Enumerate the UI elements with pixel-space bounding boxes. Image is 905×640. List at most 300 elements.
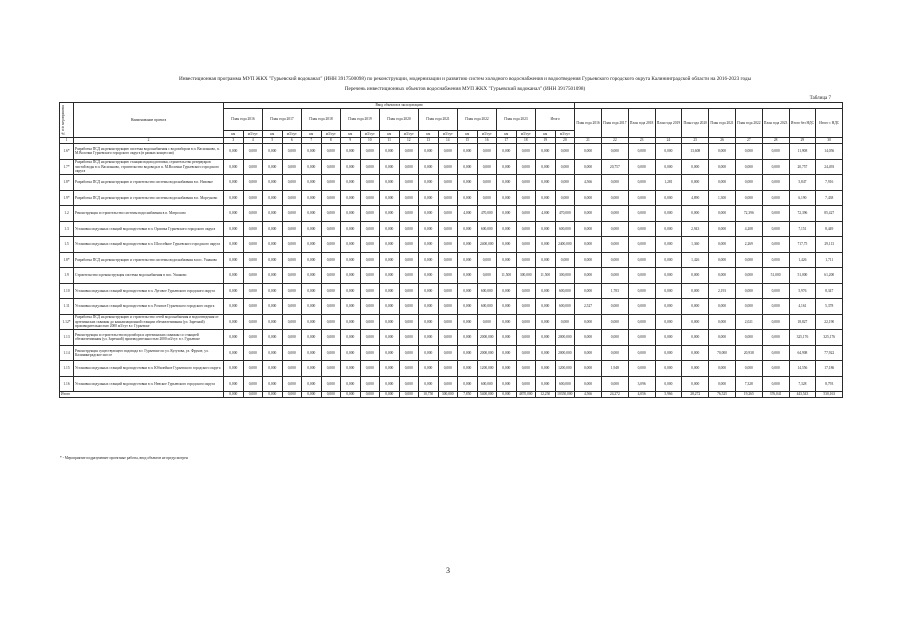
- row-km: 0,000: [497, 345, 517, 361]
- row-km: 0,000: [458, 299, 478, 315]
- row-fin: 8,347: [816, 283, 843, 299]
- table-row: [60, 144, 843, 160]
- row-m3: 0,000: [321, 237, 341, 253]
- column-number: 12: [399, 138, 419, 144]
- row-m3: 0,000: [360, 361, 380, 377]
- row-fin: 0,000: [655, 361, 682, 377]
- row-km: 0,000: [341, 268, 361, 284]
- header-fin-year: План года 2021: [709, 109, 736, 138]
- total-row: [60, 392, 843, 398]
- row-fin: 4,161: [789, 299, 816, 315]
- row-m3: 0,000: [360, 144, 380, 160]
- row-fin: 0,000: [735, 283, 762, 299]
- header-m3: м3/сут: [555, 131, 575, 138]
- header-km: км: [497, 131, 517, 138]
- row-km: 0,000: [497, 190, 517, 206]
- row-m3: 600,000: [555, 283, 575, 299]
- row-fin: 6,190: [789, 190, 816, 206]
- row-fin: 0,000: [762, 221, 789, 237]
- row-fin: 0,000: [682, 283, 709, 299]
- total-m3: 0,000: [243, 392, 263, 398]
- total-m3: 0,000: [282, 392, 302, 398]
- total-fin: 376,041: [762, 392, 789, 398]
- row-m3: 0,000: [321, 299, 341, 315]
- row-no: 1.8*: [60, 175, 74, 191]
- column-number: 22: [601, 138, 628, 144]
- row-fin: 0,000: [709, 252, 736, 268]
- row-fin: 0,000: [735, 159, 762, 175]
- row-m3: 0,000: [516, 221, 536, 237]
- table-row: [60, 314, 843, 330]
- table-row: [60, 190, 843, 206]
- row-m3: 0,000: [516, 237, 536, 253]
- row-m3: 0,000: [321, 361, 341, 377]
- row-name: Строительство и реконструкция системы водоснабжения в пос. Ушаково: [74, 268, 224, 284]
- row-m3: 0,000: [282, 283, 302, 299]
- row-fin: 8,449: [816, 221, 843, 237]
- row-m3: 0,000: [282, 376, 302, 392]
- row-km: 0,000: [224, 237, 244, 253]
- total-km: 12,250: [536, 392, 556, 398]
- row-km: 0,000: [419, 314, 439, 330]
- row-no: 1.9: [60, 268, 74, 284]
- header-fin-year: План года 2023: [762, 109, 789, 138]
- column-number: 6: [282, 138, 302, 144]
- row-fin: 0,000: [762, 299, 789, 315]
- row-fin: 0,000: [628, 268, 655, 284]
- column-number: 24: [655, 138, 682, 144]
- row-name: Реконструкция существующего водовода в г. Гурьевске по ул. Кутузова, ул. Фрунзе, ул. Калининградское шоссе: [74, 345, 224, 361]
- row-km: 0,000: [380, 361, 400, 377]
- row-km: 0,000: [380, 237, 400, 253]
- row-fin: 0,000: [628, 299, 655, 315]
- table-row: [60, 299, 843, 315]
- row-fin: 0,000: [762, 252, 789, 268]
- row-m3: 470,000: [555, 206, 575, 222]
- row-fin: 20,938: [735, 345, 762, 361]
- row-km: 0,000: [380, 345, 400, 361]
- row-km: 0,000: [263, 206, 283, 222]
- total-m3: 10350,000: [555, 392, 575, 398]
- row-fin: 0,000: [575, 361, 602, 377]
- header-km: км: [419, 131, 439, 138]
- row-fin: 0,000: [762, 159, 789, 175]
- header-year: План года 2019: [341, 109, 380, 131]
- row-m3: 0,000: [282, 330, 302, 346]
- row-km: 0,000: [419, 361, 439, 377]
- column-number: 18: [516, 138, 536, 144]
- total-km: 0,000: [302, 392, 322, 398]
- row-m3: 0,000: [477, 190, 497, 206]
- row-m3: 0,000: [282, 221, 302, 237]
- row-m3: 0,000: [516, 376, 536, 392]
- row-fin: 0,000: [601, 237, 628, 253]
- total-fin: 19,265: [735, 392, 762, 398]
- row-fin: 0,000: [628, 144, 655, 160]
- row-fin: 0,000: [762, 361, 789, 377]
- row-m3: 600,000: [477, 376, 497, 392]
- row-fin: 0,000: [762, 345, 789, 361]
- row-fin: 0,000: [628, 159, 655, 175]
- row-fin: 717,75: [789, 237, 816, 253]
- row-fin: 0,000: [628, 283, 655, 299]
- row-fin: 1,281: [655, 175, 682, 191]
- row-m3: 0,000: [399, 237, 419, 253]
- row-km: 0,000: [302, 175, 322, 191]
- row-fin: 0,000: [682, 206, 709, 222]
- row-fin: 0,000: [682, 345, 709, 361]
- row-m3: 0,000: [243, 237, 263, 253]
- row-fin: 0,000: [709, 330, 736, 346]
- header-no: [60, 103, 74, 138]
- header-m3: м3/сут: [516, 131, 536, 138]
- row-km: 0,000: [302, 221, 322, 237]
- row-m3: 1200,000: [555, 361, 575, 377]
- row-fin: 0,000: [655, 159, 682, 175]
- row-fin: 0,000: [709, 376, 736, 392]
- row-name: Установка модульных станций водоподготовки в п. Шоссейное Гурьевского городского округа: [74, 237, 224, 253]
- total-km: 7,850: [458, 392, 478, 398]
- row-km: 0,000: [263, 361, 283, 377]
- row-no: 1.13: [60, 330, 74, 346]
- row-fin: 24,493: [816, 159, 843, 175]
- row-km: 0,000: [419, 175, 439, 191]
- row-km: 0,000: [224, 361, 244, 377]
- total-fin: 76,525: [709, 392, 736, 398]
- column-number: 27: [735, 138, 762, 144]
- row-m3: 0,000: [321, 144, 341, 160]
- row-m3: 0,000: [360, 237, 380, 253]
- row-km: 0,000: [419, 299, 439, 315]
- row-km: 0,000: [458, 159, 478, 175]
- row-fin: 1,426: [682, 252, 709, 268]
- row-m3: 0,000: [399, 159, 419, 175]
- table-row: [60, 268, 843, 284]
- row-fin: 0,000: [575, 190, 602, 206]
- row-no: 1.5: [60, 237, 74, 253]
- row-m3: 0,000: [555, 252, 575, 268]
- row-fin: 0,000: [735, 190, 762, 206]
- row-km: 0,000: [302, 206, 322, 222]
- row-fin: 1,783: [601, 283, 628, 299]
- row-km: 0,000: [302, 268, 322, 284]
- header-m3: м3/сут: [399, 131, 419, 138]
- row-km: 0,000: [458, 190, 478, 206]
- row-km: 0,000: [536, 159, 556, 175]
- row-km: 0,000: [458, 144, 478, 160]
- total-fin: 28,272: [682, 392, 709, 398]
- row-fin: 0,000: [762, 237, 789, 253]
- row-name: Реконструкция и строительство водозабора и артезианских скважин со станцией обезжелезивания (ул. Заречной) производительностью 2000 м3/сут. в г. Гурьевске: [74, 330, 224, 346]
- row-no: 1.14: [60, 345, 74, 361]
- row-km: 0,000: [263, 376, 283, 392]
- row-m3: 2400,000: [555, 237, 575, 253]
- row-km: 0,000: [224, 159, 244, 175]
- row-km: 0,000: [536, 299, 556, 315]
- header-year: План года 2016: [224, 109, 263, 131]
- row-km: 0,000: [302, 283, 322, 299]
- row-fin: 0,000: [601, 190, 628, 206]
- header-m3: м3/сут: [243, 131, 263, 138]
- row-m3: 0,000: [516, 330, 536, 346]
- row-km: 0,000: [263, 144, 283, 160]
- row-fin: 0,000: [628, 190, 655, 206]
- row-km: 0,000: [380, 376, 400, 392]
- row-m3: 0,000: [516, 206, 536, 222]
- row-fin: 77,922: [816, 345, 843, 361]
- row-km: 0,000: [497, 314, 517, 330]
- row-fin: 0,000: [709, 206, 736, 222]
- row-fin: 0,000: [628, 361, 655, 377]
- row-fin: 0,000: [735, 268, 762, 284]
- row-name: Разработка ПСД на реконструкцию и строительство системы водоснабжения в п. Моргуново: [74, 190, 224, 206]
- row-km: 0,000: [263, 345, 283, 361]
- row-m3: 0,000: [516, 190, 536, 206]
- row-fin: 7,151: [789, 221, 816, 237]
- column-number: 17: [497, 138, 517, 144]
- row-m3: 0,000: [438, 221, 458, 237]
- row-km: 0,000: [302, 237, 322, 253]
- row-fin: 0,000: [575, 283, 602, 299]
- row-fin: 7,328: [789, 376, 816, 392]
- header-year: План года 2017: [263, 109, 302, 131]
- row-m3: 0,000: [243, 159, 263, 175]
- row-m3: 0,000: [321, 330, 341, 346]
- row-m3: 0,000: [360, 330, 380, 346]
- header-km: км: [458, 131, 478, 138]
- row-km: 0,000: [536, 252, 556, 268]
- row-fin: 0,000: [628, 252, 655, 268]
- row-km: 0,000: [497, 330, 517, 346]
- row-km: 0,000: [263, 221, 283, 237]
- row-fin: 0,000: [762, 283, 789, 299]
- row-fin: 0,000: [655, 330, 682, 346]
- row-km: 0,000: [536, 376, 556, 392]
- row-m3: 0,000: [438, 376, 458, 392]
- column-number: 29: [789, 138, 816, 144]
- row-km: 0,000: [380, 299, 400, 315]
- row-km: 0,000: [458, 175, 478, 191]
- row-fin: 0,000: [682, 330, 709, 346]
- row-m3: 0,000: [477, 175, 497, 191]
- row-km: 0,000: [341, 283, 361, 299]
- row-m3: 0,000: [438, 175, 458, 191]
- row-m3: 0,000: [321, 206, 341, 222]
- row-fin: 0,000: [709, 159, 736, 175]
- row-km: 0,000: [380, 268, 400, 284]
- header-km: км: [341, 131, 361, 138]
- total-fin: 443,543: [789, 392, 816, 398]
- row-km: 0,000: [302, 252, 322, 268]
- investment-table: [59, 102, 843, 398]
- row-m3: 470,000: [477, 206, 497, 222]
- row-fin: 0,000: [735, 144, 762, 160]
- row-m3: 0,000: [321, 159, 341, 175]
- row-fin: 3,096: [628, 376, 655, 392]
- row-fin: 0,000: [628, 221, 655, 237]
- row-m3: 0,000: [555, 144, 575, 160]
- table-row: [60, 175, 843, 191]
- row-fin: 2,943: [682, 221, 709, 237]
- row-fin: 0,000: [575, 237, 602, 253]
- row-km: 0,000: [224, 175, 244, 191]
- row-m3: 0,000: [360, 206, 380, 222]
- header-year: План года 2022: [458, 109, 497, 131]
- row-fin: 325,176: [789, 330, 816, 346]
- row-m3: 2000,000: [477, 345, 497, 361]
- total-m3: 0,000: [360, 392, 380, 398]
- column-number: 13: [419, 138, 439, 144]
- column-number: 14: [438, 138, 458, 144]
- column-number: 26: [709, 138, 736, 144]
- row-km: 0,000: [224, 252, 244, 268]
- row-km: 0,000: [263, 252, 283, 268]
- row-fin: 72,396: [735, 206, 762, 222]
- row-km: 0,000: [341, 314, 361, 330]
- row-km: 0,000: [263, 190, 283, 206]
- row-km: 0,000: [341, 221, 361, 237]
- row-fin: 0,000: [762, 376, 789, 392]
- row-fin: 4,566: [575, 175, 602, 191]
- row-fin: 0,000: [709, 221, 736, 237]
- row-km: 0,000: [419, 345, 439, 361]
- total-label: Итого: [60, 392, 224, 398]
- header-year: План года 2021: [419, 109, 458, 131]
- row-km: 0,000: [419, 330, 439, 346]
- header-fin-year: План года 2016: [575, 109, 602, 138]
- table-row: [60, 252, 843, 268]
- row-m3: 0,000: [321, 175, 341, 191]
- row-km: 0,000: [419, 376, 439, 392]
- row-m3: 0,000: [243, 283, 263, 299]
- row-fin: 0,000: [628, 330, 655, 346]
- total-m3: 300,000: [438, 392, 458, 398]
- footnote: * - Мероприятие подразумевает проектные работы, ввод объектов не предусмотрен: [60, 456, 188, 460]
- row-fin: 0,000: [682, 361, 709, 377]
- row-m3: 0,000: [438, 206, 458, 222]
- row-fin: 0,000: [601, 221, 628, 237]
- row-m3: 0,000: [282, 190, 302, 206]
- row-fin: 0,000: [575, 330, 602, 346]
- row-name: Установка модульных станций водоподготовки в п. Юбилейное Гурьевского городского округа: [74, 361, 224, 377]
- row-km: 0,000: [380, 159, 400, 175]
- row-no: 1.7*: [60, 159, 74, 175]
- column-number: 2: [74, 138, 224, 144]
- row-km: 0,000: [497, 159, 517, 175]
- row-m3: 0,000: [360, 345, 380, 361]
- row-fin: 0,000: [655, 376, 682, 392]
- row-km: 0,000: [224, 283, 244, 299]
- total-km: 0,000: [497, 392, 517, 398]
- row-m3: 0,000: [282, 314, 302, 330]
- row-name: Установка модульных станций водоподготовки в п. Розовое Гурьевского городского округа: [74, 299, 224, 315]
- row-km: 0,000: [302, 361, 322, 377]
- row-m3: 2000,000: [477, 330, 497, 346]
- row-fin: 0,000: [601, 314, 628, 330]
- row-fin: 14,556: [789, 361, 816, 377]
- row-fin: 1,948: [601, 361, 628, 377]
- row-fin: 13,608: [682, 144, 709, 160]
- row-fin: 0,000: [601, 268, 628, 284]
- row-km: 0,000: [341, 345, 361, 361]
- row-fin: 0,000: [762, 190, 789, 206]
- row-m3: 0,000: [516, 361, 536, 377]
- row-fin: 0,000: [601, 206, 628, 222]
- row-km: 0,000: [419, 268, 439, 284]
- total-km: 0,000: [224, 392, 244, 398]
- row-km: 0,000: [497, 361, 517, 377]
- column-number: 3: [224, 138, 244, 144]
- header-km: км: [263, 131, 283, 138]
- total-m3: 5400,000: [477, 392, 497, 398]
- row-m3: 0,000: [399, 206, 419, 222]
- row-fin: 0,000: [682, 314, 709, 330]
- row-fin: 0,000: [735, 175, 762, 191]
- row-km: 0,000: [536, 175, 556, 191]
- row-km: 0,000: [263, 159, 283, 175]
- row-fin: 0,000: [575, 221, 602, 237]
- table-caption: Перечень инвестиционных объектов водоснабжения МУП ЖКХ "Гурьевский водоканал" (ИНН 3917501098): [344, 86, 586, 92]
- row-km: 0,000: [419, 221, 439, 237]
- column-number: 8: [321, 138, 341, 144]
- row-fin: 0,000: [655, 252, 682, 268]
- row-km: 0,000: [263, 299, 283, 315]
- row-fin: 1,300: [709, 190, 736, 206]
- row-fin: 2,021: [735, 314, 762, 330]
- row-fin: 0,000: [575, 206, 602, 222]
- row-m3: 0,000: [243, 299, 263, 315]
- row-km: 0,000: [458, 237, 478, 253]
- row-m3: 0,000: [555, 314, 575, 330]
- row-fin: 11,908: [789, 144, 816, 160]
- row-m3: 0,000: [321, 376, 341, 392]
- row-fin: 0,000: [709, 314, 736, 330]
- row-km: 0,000: [302, 345, 322, 361]
- row-fin: 14,056: [816, 144, 843, 160]
- header-fin-year: План года 2019: [655, 109, 682, 138]
- header-fin-year: Итого с НДС: [816, 109, 843, 138]
- row-m3: 0,000: [555, 175, 575, 191]
- row-m3: 0,000: [516, 252, 536, 268]
- row-fin: 0,000: [735, 330, 762, 346]
- row-m3: 0,000: [243, 190, 263, 206]
- row-m3: 0,000: [282, 268, 302, 284]
- row-km: 0,000: [224, 190, 244, 206]
- row-m3: 0,000: [438, 361, 458, 377]
- header-no-label: № п/п мероприятия: [61, 104, 65, 136]
- row-m3: 0,000: [438, 268, 458, 284]
- row-km: 0,000: [497, 299, 517, 315]
- row-fin: 0,000: [601, 330, 628, 346]
- row-km: 0,000: [302, 314, 322, 330]
- row-km: 0,000: [458, 345, 478, 361]
- row-fin: 72,396: [789, 206, 816, 222]
- row-km: 0,000: [341, 206, 361, 222]
- column-number: 28: [762, 138, 789, 144]
- header-m3: м3/сут: [282, 131, 302, 138]
- row-fin: 0,000: [601, 144, 628, 160]
- row-m3: 0,000: [399, 361, 419, 377]
- row-km: 0,000: [458, 376, 478, 392]
- row-m3: 0,000: [360, 159, 380, 175]
- row-m3: 0,000: [399, 144, 419, 160]
- column-number: 10: [360, 138, 380, 144]
- header-name: Наименование проекта: [74, 103, 224, 138]
- row-fin: 85,427: [816, 206, 843, 222]
- row-km: 0,000: [380, 314, 400, 330]
- row-m3: 0,000: [243, 221, 263, 237]
- row-fin: 0,000: [762, 330, 789, 346]
